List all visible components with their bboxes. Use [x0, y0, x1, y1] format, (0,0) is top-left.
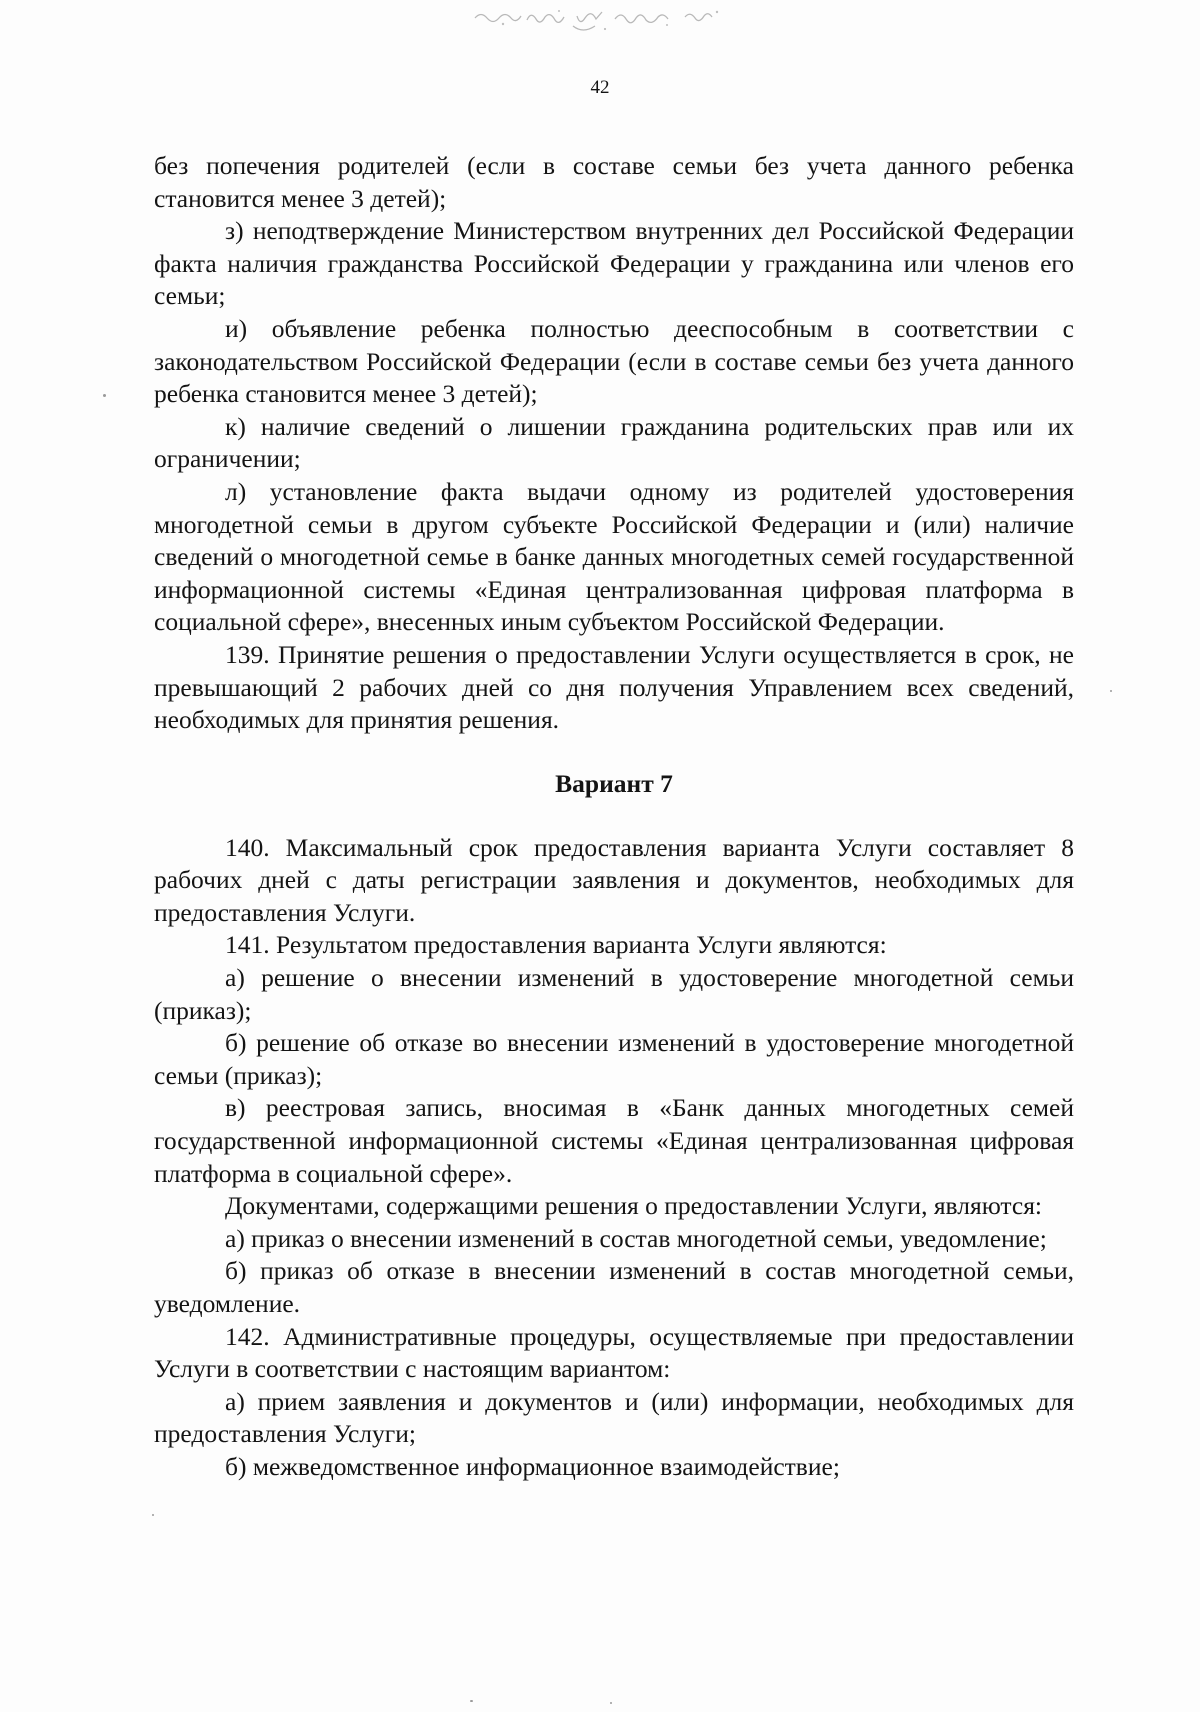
paragraph: 139. Принятие решения о предоставлении Услуги осуществляется в срок, не превышающий 2 рабочих дней со дня получения Управлением всех сведений, необходимых для принятия решения.: [154, 639, 1074, 735]
paragraph: к) наличие сведений о лишении гражданина родительских прав или их ограничении;: [154, 411, 1074, 474]
paragraph: а) приказ о внесении изменений в состав многодетной семьи, уведомление;: [225, 1223, 1047, 1253]
scan-speck: [152, 1514, 154, 1516]
paragraph: а) прием заявления и документов и (или) информации, необходимых для предоставления Услуги;: [154, 1386, 1074, 1449]
document-body: [154, 150, 1074, 1484]
paragraph: а) решение о внесении изменений в удостоверение многодетной семьи (приказ);: [154, 963, 1074, 1025]
paragraph: з) неподтверждение Министерством внутренних дел Российской Федерации факта наличия гражданства Российской Федерации у гражданина или членов его семьи;: [154, 216, 1074, 311]
paragraph: 141. Результатом предоставления варианта Услуги являются:: [225, 930, 887, 960]
paragraph: 140. Максимальный срок предоставления варианта Услуги составляет 8 рабочих дней с даты регистрации заявления и документов, необходимых для предоставления Услуги.: [154, 832, 1074, 927]
section-heading: Вариант 7: [555, 768, 673, 798]
scan-speck: [610, 1702, 612, 1704]
scan-speck: [470, 1700, 473, 1702]
paragraph: в) реестровая запись, вносимая в «Банк данных многодетных семей государственной информационной системы «Единая централизованная цифровая платформа в социальной сфере».: [154, 1093, 1074, 1188]
scan-speck: [103, 394, 106, 397]
paragraph: 142. Административные процедуры, осуществляемые при предоставлении Услуги в соответствии с настоящим вариантом:: [154, 1321, 1074, 1384]
paragraph: Документами, содержащими решения о предоставлении Услуги, являются:: [225, 1191, 1043, 1221]
paragraph: б) приказ об отказе в внесении изменений в состав многодетной семьи, уведомление.: [154, 1256, 1074, 1318]
faded-stamp-graphic: [455, 2, 745, 38]
paragraph: б) решение об отказе во внесении изменений в удостоверение многодетной семьи (приказ);: [154, 1028, 1074, 1090]
page-number: 42: [590, 77, 610, 98]
scan-speck: [1110, 690, 1112, 692]
faded-stamp-mark: [455, 2, 745, 38]
paragraph: без попечения родителей (если в составе семьи без учета данного ребенка становится менее 3 детей);: [154, 151, 1074, 213]
paragraph: б) межведомственное информационное взаимодействие;: [225, 1451, 840, 1481]
paragraph: и) объявление ребенка полностью дееспособным в соответствии с законодательством Российской Федерации (если в составе семьи без учета данного ребенка становится менее 3 детей);: [154, 313, 1074, 409]
paragraph: л) установление факта выдачи одному из родителей удостоверения многодетной семьи в другом субъекте Российской Федерации и (или) наличие сведений о многодетной семье в банке данных многодетных семей государственной информационной системы «Единая централизованная цифровая платформа в социальной сфере», внесенных иным субъектом Российской Федерации.: [154, 476, 1074, 637]
